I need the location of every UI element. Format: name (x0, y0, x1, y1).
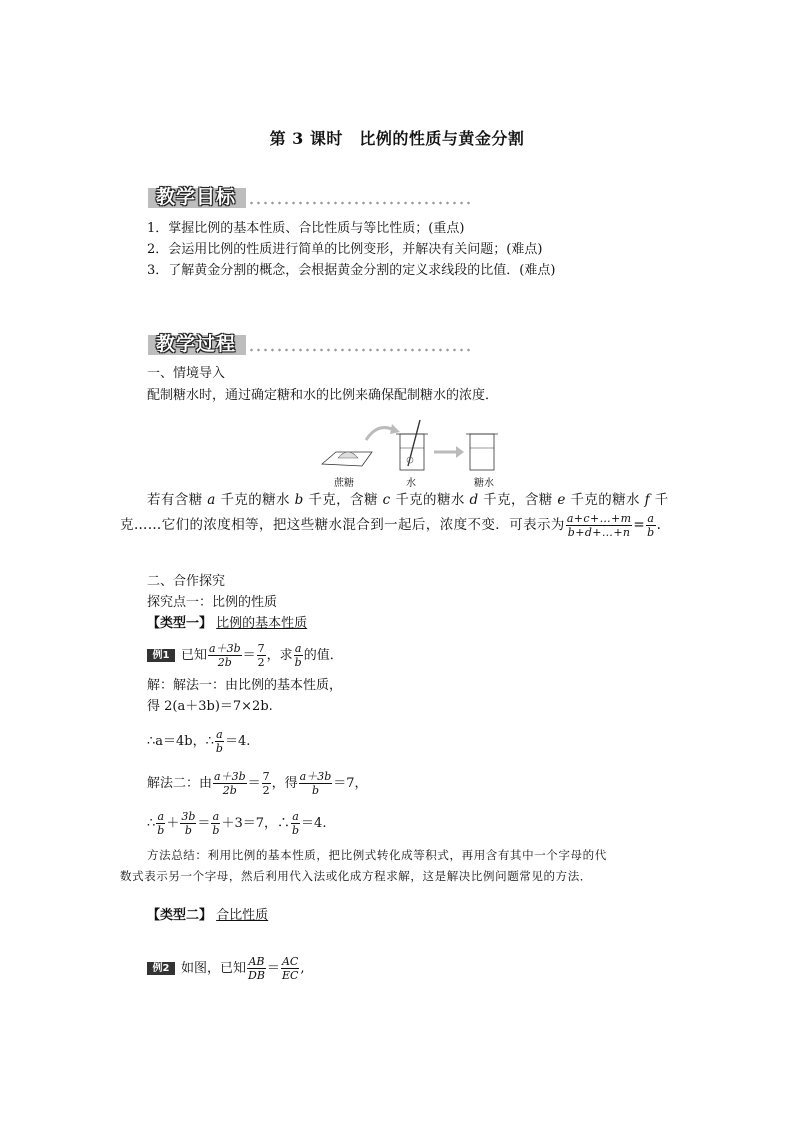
method-summary-line2: 数式表示另一个字母，然后利用代入法或化成方程求解，这是解决比例问题常见的方法． (120, 869, 592, 883)
example-2: 例2 如图，已知 $\frac{AB}{DB}$ ＝ $\frac{AC}{EC}$ , (147, 955, 305, 982)
intro-para-line1: 若有含糖 a 千克的糖水 b 千克，含糖 c 千克的糖水 d 千克，含糖 e 千克的糖水 f 千 (147, 492, 669, 508)
banner-dots (248, 347, 472, 353)
type1-heading: 【类型一】 比例的基本性质 (147, 616, 308, 631)
label-sugar-water: 糖水 (474, 478, 494, 489)
objective-2: 2．会运用比例的性质进行简单的比例变形，并解决有关问题；(难点) (147, 242, 543, 257)
label-water: 水 (406, 478, 416, 489)
section1-heading: 一、情境导入 (147, 366, 226, 381)
arrow-head (456, 446, 464, 458)
solution-line-1: 解：解法一：由比例的基本性质， (147, 678, 343, 693)
section2-heading: 二、合作探究 (147, 574, 226, 589)
solution-line-5: ∴ $\frac{a}{b}$ ＋ $\frac{3b}{b}$ ＝ $\frac{a}{b}$ ＋3＝7，∴ $\frac{a}{b}$ ＝4. (147, 810, 327, 837)
banner-label: 教学过程 (156, 333, 237, 355)
intro-para-line2: 克……它们的浓度相等，把这些糖水混合到一起后，浓度不变．可表示为 $\frac{a+c+\dots+m}{b+d+\dots+n}$ = $\frac{a}{b}$ . (120, 512, 662, 539)
label-sugar: 蔗糖 (334, 478, 354, 489)
beaker-icon (470, 434, 494, 470)
arrow-curve (366, 428, 394, 440)
explore-point-1: 探究点一：比例的性质 (147, 595, 278, 610)
objective-3: 3．了解黄金分割的概念，会根据黄金分割的定义求线段的比值．(难点) (147, 263, 556, 278)
banner-dots (248, 200, 472, 206)
page-title: 第 3 课时 比例的性质与黄金分割 (269, 129, 525, 148)
objective-1: 1．掌握比例的基本性质、合比性质与等比性质；(重点) (147, 221, 465, 236)
ratio-fraction: $\frac{a+c+\dots+m}{b+d+\dots+n}$ (566, 512, 632, 539)
section1-text: 配制糖水时，通过确定糖和水的比例来确保配制糖水的浓度． (147, 388, 499, 403)
banner-label: 教学目标 (156, 186, 237, 208)
solution-line-4: 解法二：由 $\frac{a+3b}{2b}$ ＝ $\frac{7}{2}$ ，得 $\frac{a+3b}{b}$ ＝7， (147, 770, 368, 797)
example-1: 例1 已知 $\frac{a+3b}{2b}$ ＝ $\frac{7}{2}$ ，求 $\frac{a}{b}$ 的值． (147, 642, 343, 669)
method-summary-line1: 方法总结：利用比例的基本性质，把比例式转化成等积式，再用含有其中一个字母的代 (147, 848, 607, 862)
solution-line-2: 得 2(a＋3b)＝7×2b. (147, 699, 273, 714)
example-badge: 例1 (147, 649, 175, 662)
arrow-head (390, 424, 400, 434)
type2-heading: 【类型二】 合比性质 (147, 908, 269, 923)
objectives-banner (148, 182, 478, 208)
solution-line-3: ∴a＝4b，∴ $\frac{a}{b}$ ＝4. (147, 728, 251, 755)
process-banner (148, 329, 478, 355)
example-badge: 例2 (147, 962, 175, 975)
